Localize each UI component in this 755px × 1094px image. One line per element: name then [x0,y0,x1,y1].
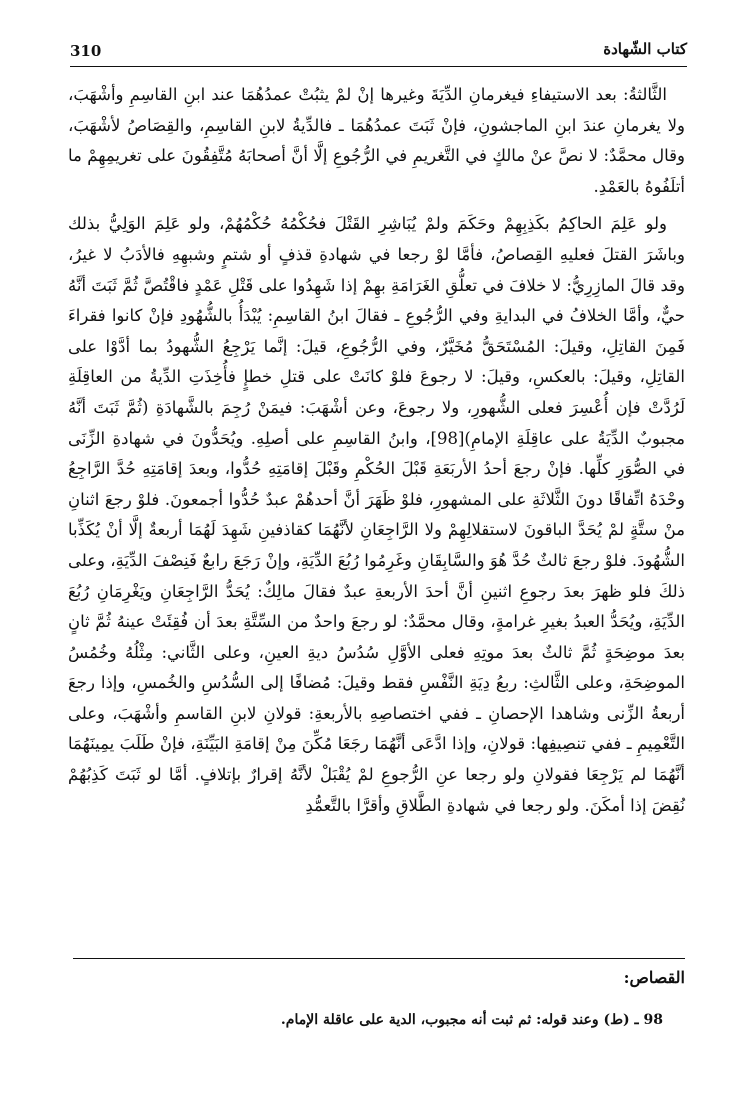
footnotes-heading: القصاص: [623,968,685,987]
page-header [70,38,687,67]
paragraph: الثَّالثةُ: بعد الاستيفاءِ فيغرمانِ الدِّيَةَ وغيرها إنْ لمْ يثبُتْ عمدُهُمَا عند ابنِ القاسِمِ وأشْهَبَ، ولا يغرمانِ عندَ ابنِ الماجشونِ، فإنْ ثَبَتَ عمدُهُمَا ـ فالدِّيةُ لابنِ القاسِمِ، والقِصَاصُ لأشْهَبَ، وقال محمَّدٌ: لا نصَّ عنْ مالكٍ في التَّغريمِ في الرُّجُوعِ إلَّا أنَّ أصحابَهُ مُتَّفِقُونَ على تغريمِهِمْ ما أتلَفُوهُ بالعَمْدِ. [68,85,685,196]
paragraph: ولو عَلِمَ الحاكِمُ بكَذِبِهِمْ وحَكَمَ ولمْ يُبَاشِرِ القَتْلَ فحُكْمُهُ حُكْمُهُمْ، ولو عَلِمَ الوَلِيُّ بذلك وباشَرَ القتلَ فعليهِ القِصاصُ، فأمَّا لوْ رجعا في شهادةِ قذفٍ أو شتمٍ وشبهِهِ فالأدَبُ لا غيرُ، وقد قالَ المازِرِيُّ: لا خلافَ في تعلُّقِ الغَرَامَةِ بهِمْ إذا شَهِدُوا على قَتْلِ عَمْدٍ فاقْتُصَّ ثُمَّ ثَبَتَ أنَّهُ حيٌّ، وأمَّا الخلافُ في البدايةِ وفي الرُّجُوعِ ـ فقالَ ابنُ القاسِمِ: يُبْدَأُ بالشُّهُودِ فإنْ كانوا فقراءَ فَمِنَ القاتِلِ، وقيلَ: المُسْتَحَقُّ مُخَيَّرٌ، وفي الرُّجُوعِ، قيلَ: إنَّما يَرْجِعُ الشُّهودُ بما أدَّوْا على القاتِلِ، وقيلَ: بالعكسِ، وقيلَ: لا رجوعَ فلوْ كانَتْ على قتلِ خطإٍ فأُخِذَتِ الدِّيةُ من العاقِلَةِ لَرُدَّتْ فإن أُعْسِرَ فعلى الشُّهورِ، ولا رجوعَ، وعن أشْهَبَ: فيمَنْ رُجِمَ بالشَّهادَةِ (ثُمَّ ثَبَتَ أنَّهُ مجبوبٌ الدِّيَةُ على عاقِلَةِ الإمامِ)[98]، وابنُ القاسِمِ على أصلِهِ. ويُحَدُّونَ في شهادةِ الزِّنَى في الصُّوَرِ كلِّها. فإنْ رجعَ أحدُ الأربَعَةِ قَبْلَ الحُكْمِ وقَبْلَ إقامَتِهِ حُدُّوا، وبعدَ إقامَتِهِ حُدَّ الرَّاجِعُ وحْدَهُ اتِّفاقًا دونَ الثَّلاثَةِ على المشهورِ، فلوْ ظَهَرَ أنَّ أحدهُمْ عبدٌ حُدُّوا أجمعونَ. فلوْ رجعَ اثنانِ منْ ستَّةٍ لمْ يُحَدَّ الباقونَ لاستقلالِهِمْ ولا الرَّاجِعَانِ لأنَّهُمَا كقاذفينِ شَهِدَ لَهُمَا أربعةٌ إلَّا أنْ يُكَذِّبا الشُّهُودَ. فلوْ رجعَ ثالثٌ حُدَّ هُوَ والسَّابِقَانِ وغَرِمُوا رُبُعَ الدِّيَةِ، وإنْ رَجَعَ رابعٌ فَنِصْفَ الدِّيَةِ، وعلى ذلكَ فلو ظهرَ بعدَ رجوعِ اثنينِ أنَّ أحدَ الأربعةِ عبدٌ فقالَ مالِكٌ: يُحَدُّ الرَّاجِعَانِ ويَغْرِمَانِ رُبُعَ الدِّيَةِ، ويُحَدُّ العبدُ بغيرِ غرامةٍ، وقال محمَّدٌ: لو رجعَ واحدٌ من السِّتَّةِ بعدَ أن فُقِئَتْ عينهُ ثُمَّ ثانٍ بعدَ موضِحَةٍ ثُمَّ ثالثٌ بعدَ موتِهِ فعلى الأوَّلِ سُدُسُ ديةِ العينِ، وعلى الثَّاني: مِثْلُهُ وخُمُسُ الموضِحَةِ، وعلى الثَّالثِ: ربعُ دِيَةِ النَّفْسِ فقط وقيلَ: مُضافًا إلى السُّدُسِ والخُمسِ، وإذا رجعَ أربعةُ الزِّنى وشاهدا الإحصانِ ـ ففي اختصاصِهِ بالأربعةِ: قولانِ لابنِ القاسمِ وأشْهَبَ، وعلى التَّعْمِيمِ ـ ففي تنصِيفِها: قولانِ، وإذا ادَّعَى أنَّهُمَا رجَعَا مُكِّنَ مِنْ إقامَةِ البَيِّنَةِ، فإنْ طَلَبَ يمِينَهُمَا أنَّهُمَا لم يَرْجِعَا فقولانِ ولو رجعا عنِ الرُّجوعِ لمْ يُقْبَلْ لأنَّهُ إقرارٌ بإتلافٍ. أمَّا لو ثَبَتَ كَذِبُهُمْ نُقِضَ إذا أمكَنَ. ولو رجعا في شهادةِ الطَّلاقِ وأقرَّا بالتَّعمُّدِ [68,214,685,815]
footnote-divider [73,958,685,959]
running-title: كتاب الشّهادة [603,40,687,58]
page-number: 310 [70,42,102,60]
main-text [68,80,685,821]
footnote: 98 ـ (ط) وعند قوله: ثم ثبت أنه مجبوب، الدية على عاقلة الإمام. [280,1012,663,1028]
